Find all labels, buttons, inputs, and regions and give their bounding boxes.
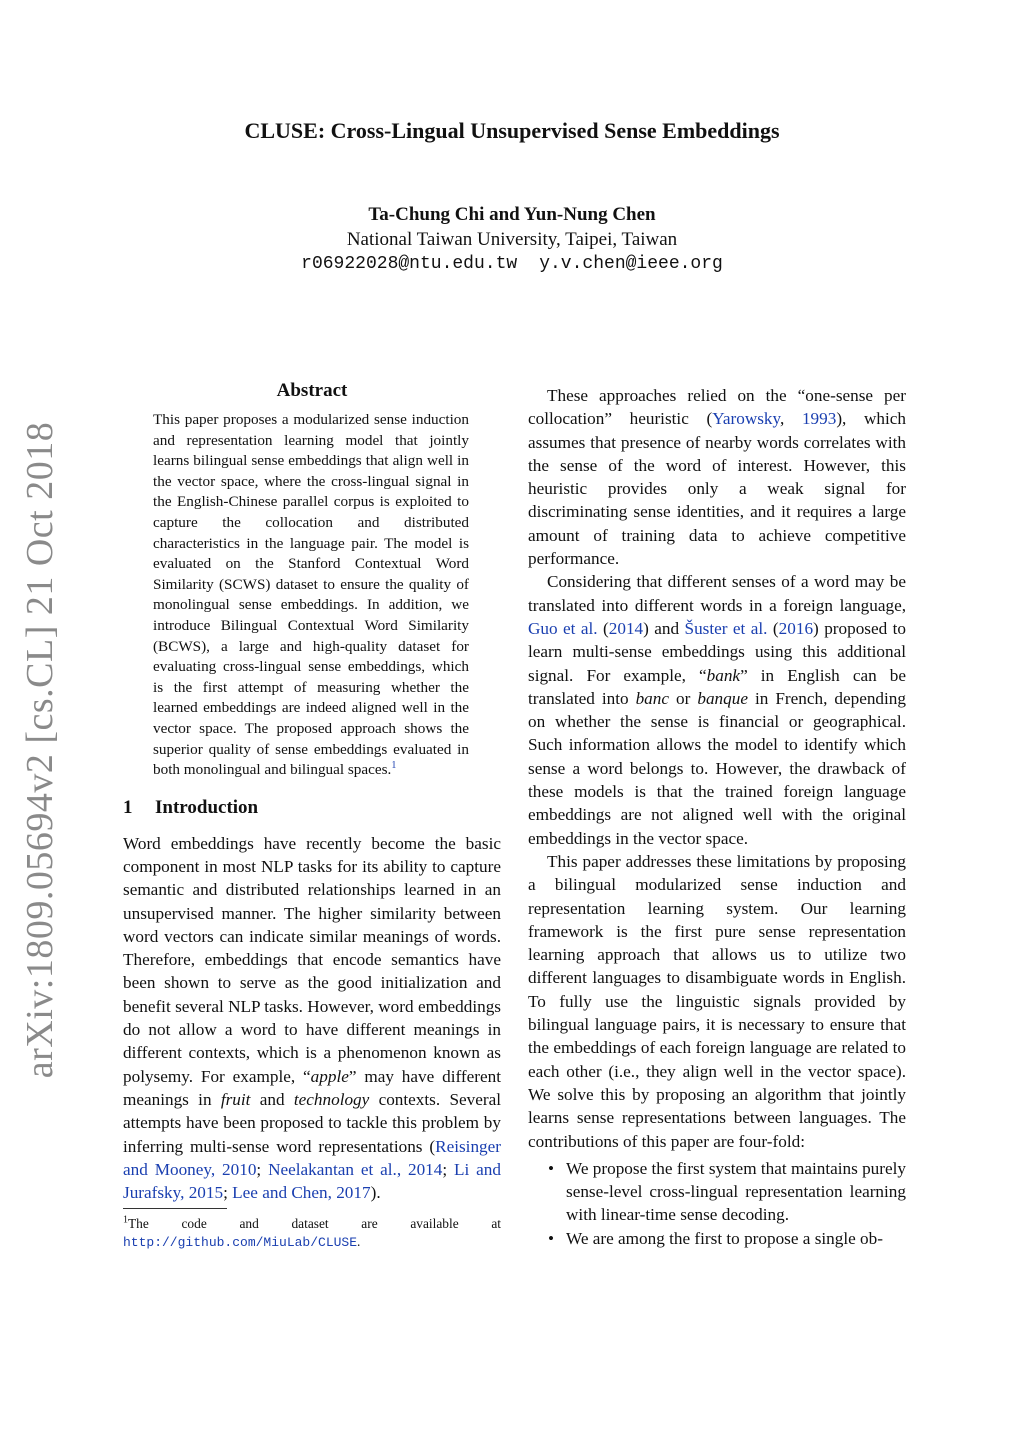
section-number: 1 <box>123 796 133 818</box>
right-paragraph-3: This paper addresses these limitations by proposing a bilingual modularized sense induction and representation learning system. Our learning framework is the first pure sense representation learning approach that allows us to utilize two different languages to disambiguate words in English. To fully use the linguistic signals provided by bilingual language pairs, it is necessary to ensure that the embeddings of each foreign language are related to each other (i.e., they align well in the vector space). We solve this by proposing an algorithm that jointly learns sense representations between languages. The contributions of this paper are four-fold: <box>528 851 906 1151</box>
left-column <box>123 380 501 1252</box>
contributions-list <box>528 1157 906 1250</box>
citation-link[interactable]: Neelakantan et al., 2014 <box>268 1159 443 1179</box>
authors: Ta-Chung Chi and Yun-Nung Chen <box>368 204 656 225</box>
text-run: ). <box>370 1183 381 1203</box>
text-run: . <box>357 1234 361 1250</box>
citation-link[interactable]: Li and Jurafsky, 2015 <box>123 1159 501 1203</box>
section-title: Introduction <box>155 796 259 818</box>
text-run: Considering that different senses of a word may be translated into different words in a foreign language, <box>528 572 906 615</box>
email-2[interactable]: y.v.chen@ieee.org <box>539 254 723 274</box>
section-heading-introduction <box>123 797 501 819</box>
text-run: contexts. Several attempts have been proposed to tackle this problem by inferring multi-sense word representations ( <box>123 1089 501 1156</box>
citation-link[interactable]: 2014 <box>608 618 644 638</box>
italic-term: technology <box>293 1089 370 1109</box>
citation-link[interactable]: Šuster et al. <box>684 618 768 638</box>
right-paragraph-1 <box>528 384 906 570</box>
footnote-number: 1 <box>123 1214 128 1226</box>
email-1[interactable]: r06922028@ntu.edu.tw <box>301 254 518 274</box>
author-emails <box>0 254 1024 274</box>
footnote-divider <box>123 1208 227 1209</box>
italic-term: banque <box>697 688 748 708</box>
citation-link[interactable]: Yarowsky <box>712 409 780 429</box>
text-run: ( <box>767 618 779 638</box>
text-run: , <box>780 409 802 429</box>
bullet-icon: • <box>548 1158 555 1178</box>
intro-paragraph-1 <box>123 832 501 1205</box>
footnote-marker[interactable]: 1 <box>391 760 397 772</box>
italic-term: banc <box>635 688 669 708</box>
italic-term: bank <box>706 665 741 685</box>
text-run: Word embeddings have recently become the basic component in most NLP tasks for its ability to capture semantic and distributed relationships learned in an unsupervised manner. The higher similarity between word vectors can indicate similar meanings of words. Therefore, embeddings that encode semantics have been shown to serve as the good initialization and benefit several NLP tasks. However, word embeddings do not allow a word to have different meanings in different contexts, which is a phenomenon known as polysemy. For example, “ <box>123 833 501 1086</box>
list-item <box>528 1157 906 1227</box>
bullet-icon: • <box>548 1228 555 1248</box>
text-run: ; <box>256 1159 269 1179</box>
text-run: ( <box>597 618 609 638</box>
right-column <box>528 384 906 1250</box>
affiliation: National Taiwan University, Taipei, Taiwan <box>346 229 678 250</box>
citation-link[interactable]: Lee and Chen, 2017 <box>232 1183 371 1203</box>
list-item-text: We are among the first to propose a single ob- <box>566 1228 883 1248</box>
text-run: in French, depending on whether the sense is financial or geographical. Such information allows the model to identify which sense a word belongs to. However, the drawback of these models is that the trained foreign language embeddings are not aligned well with the original embeddings in the vector space. <box>528 688 906 848</box>
text-run: These approaches relied on the “one-sense per collocation” heuristic ( <box>528 386 906 429</box>
text-run: ; <box>442 1159 455 1179</box>
abstract-body <box>153 410 469 781</box>
citation-link[interactable]: 1993 <box>801 409 837 429</box>
abstract-text: This paper proposes a modularized sense induction and representation learning model that jointly learns bilingual sense embeddings that align well in the vector space, where the cross-lingual signal in the English-Chinese parallel corpus is exploited to capture the collocation and distributed characteristics in the language pair. The model is evaluated on the Stanford Contextual Word Similarity (SCWS) dataset to ensure the quality of monolingual sense embeddings. In addition, we introduce Bilingual Contextual Word Similarity (BCWS), a large and high-quality dataset for evaluating cross-lingual sense embeddings, which is the first attempt of measuring whether the learned embeddings are indeed aligned well in the vector space. The proposed approach shows the superior quality of sense embeddings evaluated in both monolingual and bilingual spaces. <box>153 411 469 779</box>
abstract-heading: Abstract <box>276 380 348 401</box>
citation-link[interactable]: Reisinger and Mooney, 2010 <box>123 1136 501 1179</box>
text-run: ), which assumes that presence of nearby words correlates with the sense of the word of interest. However, this heuristic provides only a weak signal for discriminating sense identities, and it requires a large amount of training data to achieve competitive performance. <box>528 409 906 569</box>
arxiv-stamp: arXiv:1809.05694v2 [cs.CL] 21 Oct 2018 <box>19 421 61 1079</box>
text-run: ) and <box>643 618 685 638</box>
text-run: or <box>669 688 698 708</box>
italic-term: apple <box>310 1066 349 1086</box>
text-run: ; <box>223 1183 233 1203</box>
code-url-link[interactable]: http://github.com/MiuLab/CLUSE <box>123 1235 358 1251</box>
paper-title: CLUSE: Cross-Lingual Unsupervised Sense Embeddings <box>244 118 780 143</box>
footnote <box>123 1215 501 1252</box>
italic-term: fruit <box>220 1089 251 1109</box>
list-item <box>528 1227 906 1250</box>
text-run: ” may have different meanings in <box>123 1066 501 1109</box>
list-item-text: We propose the first system that maintains purely sense-level cross-lingual representation learning with linear-time sense decoding. <box>566 1158 906 1225</box>
text-run: ” in English can be translated into <box>528 665 907 708</box>
footnote-text: The code and dataset are available at <box>128 1216 501 1232</box>
citation-link[interactable]: 2016 <box>778 618 814 638</box>
citation-link[interactable]: Guo et al. <box>528 618 598 638</box>
text-run: ) proposed to learn multi-sense embeddings using this additional signal. For example, “ <box>528 618 906 685</box>
text-run: and <box>250 1089 294 1109</box>
right-paragraph-2 <box>528 570 906 850</box>
